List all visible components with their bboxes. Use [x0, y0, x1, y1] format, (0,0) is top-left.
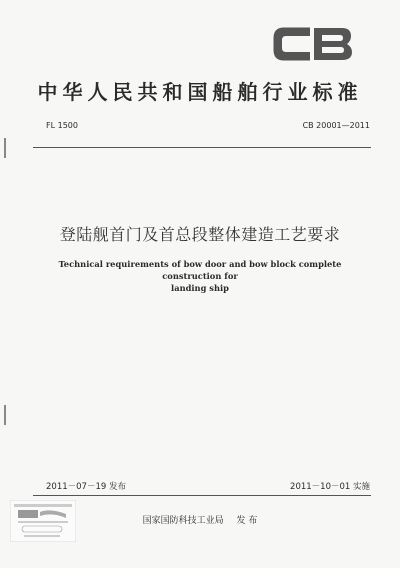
- org-title: 中华人民共和国船舶行业标准: [37, 80, 363, 104]
- top-rule: [33, 147, 371, 148]
- bottom-rule: [33, 495, 371, 496]
- logo-letter-b: [314, 28, 352, 60]
- issuer: [0, 513, 400, 526]
- cb-logo: [270, 20, 355, 68]
- scan-edge-mark: [4, 405, 6, 425]
- scan-edge-mark: [4, 138, 6, 158]
- standard-number: CB 20001—2011: [302, 121, 370, 130]
- issuer-name: 国家国防科技工业局: [142, 516, 224, 526]
- title-english-line1: Technical requirements of bow door and bow block complete construction for: [58, 259, 342, 281]
- classification-code: FL 1500: [46, 121, 78, 130]
- logo-letter-c: [274, 28, 310, 60]
- title-chinese: 登陆舰首门及首总段整体建造工艺要求: [59, 225, 341, 244]
- title-english-line2: landing ship: [171, 283, 229, 293]
- publish-date: 2011－07－19 发布: [46, 482, 126, 492]
- issuer-verb: 发 布: [236, 516, 258, 526]
- title-english: [40, 258, 360, 294]
- effective-date: 2011－10－01 实施: [290, 482, 370, 492]
